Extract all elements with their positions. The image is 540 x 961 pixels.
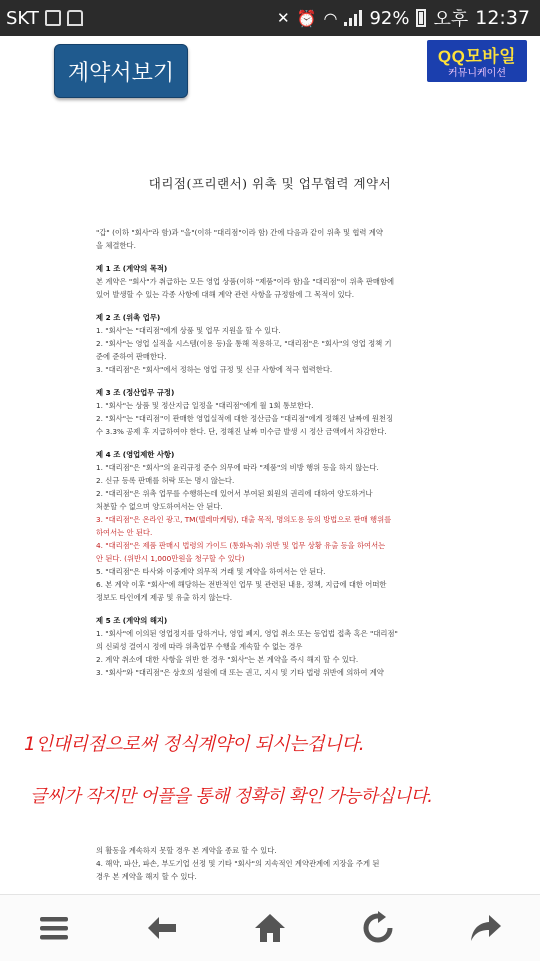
document-line: 1. "회사"는 상품 및 정산지급 일정을 "대리점"에게 월 1회 통보한다.	[96, 401, 314, 410]
document-line: 처분할 수 없으며 양도하여서는 안 된다.	[96, 502, 223, 511]
battery-icon	[416, 9, 426, 27]
wifi-icon: ◠	[323, 8, 338, 28]
view-contract-button[interactable]: 계약서보기	[54, 44, 188, 98]
document-line: 1. "회사"에 이의된 영업정지를 당하거나, 영업 폐지, 영업 취소 또는 등업법 접촉 혹은 "대리점"	[96, 629, 398, 638]
document-line: 4. "대리점"은 제품 판매시 법령의 가이드 (통화녹취) 위반 및 업무 상황 유출 등을 하여서는	[96, 541, 386, 550]
article-heading: 제 2 조 (위촉 업무)	[96, 313, 161, 322]
clock: 12:37	[475, 7, 530, 29]
page-header	[0, 36, 540, 106]
document-line: 3. "대리점"은 온라인 광고, TM(텔레마케팅), 대출 목적, 명의도용 등의 방법으로 판매 행위를	[96, 515, 392, 524]
menu-icon	[37, 911, 71, 945]
article-heading: 제 1 조 (계약의 목적)	[96, 264, 168, 273]
home-icon	[253, 911, 287, 945]
contract-document	[0, 106, 540, 894]
document-line: 6. 본 계약 이후 "회사"에 해당하는 전반적인 업무 및 관련된 내용, 정책, 지급에 대한 어떠한	[96, 580, 387, 589]
document-line: 3. "대리점"은 "회사"에서 정하는 영업 규정 및 신규 사항에 적극 협력한다.	[96, 365, 333, 374]
document-line: 수 3.3% 공제 후 지급하여야 한다. 단, 정해진 날짜 미수금 발생 시 정산 금액에서 차감한다.	[96, 427, 387, 436]
document-line: 하여서는 안 된다.	[96, 528, 153, 537]
alarm-icon: ⏰	[296, 8, 317, 28]
back-arrow-icon	[145, 911, 179, 945]
document-line: 2. 신규 등록 판매를 허락 또는 명시 않는다.	[96, 476, 235, 485]
article-heading: 제 4 조 (영업제한 사항)	[96, 450, 175, 459]
gallery-icon	[45, 10, 61, 26]
document-line: 2. "회사"는 "대리점"이 판매한 영업실적에 대한 정산금을 "대리점"에게 정해진 날짜에 원천징	[96, 414, 393, 423]
brand-logo[interactable]	[427, 40, 527, 82]
article-heading: 제 5 조 (계약의 해지)	[96, 616, 168, 625]
document-body-continued	[96, 844, 452, 883]
status-bar	[0, 0, 540, 36]
document-line: 안 된다. (위반시 1,000만원을 청구할 수 있다)	[96, 554, 245, 563]
forward-share-button[interactable]	[456, 898, 516, 958]
document-line: 2. "회사"는 영업 실적을 시스템(이용 등)을 통해 적용하고, "대리점"은 "회사"의 영업 정책 기	[96, 339, 392, 348]
document-line: 3. "회사"와 "대리점"은 상호의 성원에 대 또는 권고, 지시 및 기타 법령 위반에 의하여 계약	[96, 668, 384, 677]
back-button[interactable]	[132, 898, 192, 958]
share-forward-icon	[469, 911, 503, 945]
refresh-icon	[361, 911, 395, 945]
logo-sub-text: 커뮤니케이션	[448, 68, 506, 79]
signal-icon	[344, 10, 362, 26]
document-line: 2. 계약 취소에 대한 사항을 위반 한 경우 "회사"는 본 계약을 즉시 해지 할 수 있다.	[96, 655, 359, 664]
document-line: 경우 본 계약을 해지 할 수 있다.	[96, 872, 197, 881]
browser-toolbar	[0, 894, 540, 961]
home-button[interactable]	[240, 898, 300, 958]
logo-main-text: QQ모바일	[437, 47, 517, 66]
document-line: 4. 해약, 파산, 파손, 부도기업 선정 및 기타 "회사"의 지속적인 계약관계에 지장을 주게 된	[96, 859, 380, 868]
notice-line-1: 1인대리점으로써 정식계약이 되시는겁니다.	[24, 734, 365, 755]
document-body	[96, 226, 452, 679]
document-line: 본 계약은 "회사"가 취급하는 모든 영업 상품(이하 "제품"이라 함)을 "대리점"이 위촉 판매함에	[96, 277, 395, 286]
document-line: 1. "대리점"은 "회사"의 윤리규정 준수 의무에 따라 "제품"의 비방 행위 등을 하지 않는다.	[96, 463, 379, 472]
notification-icon	[67, 10, 83, 26]
carrier-label: SKT	[6, 7, 39, 29]
ampm-label: 오후	[433, 9, 469, 30]
mute-icon: ✕	[276, 9, 290, 27]
document-line: 을 체결한다.	[96, 241, 136, 250]
document-line: 의 신뢰성 결여시 정에 따라 위촉업무 수행을 계속할 수 없는 경우	[96, 642, 303, 651]
battery-percent: 92%	[369, 7, 410, 29]
document-line: 의 활동을 계속하지 못할 경우 본 계약을 종료 할 수 있다.	[96, 846, 277, 855]
document-line: 1. "회사"는 "대리점"에게 상품 및 업무 지원을 할 수 있다.	[96, 326, 281, 335]
document-line: 정보도 타인에게 제공 및 유출 하지 않는다.	[96, 593, 233, 602]
notice-line-2: 글씨가 작지만 어플을 통해 정확히 확인 가능하십니다.	[30, 786, 433, 807]
document-line: 준에 준하여 판매한다.	[96, 352, 167, 361]
document-line: 있어 발생할 수 있는 각종 사항에 대해 계약 관련 사항을 규정함에 그 목적이 있다.	[96, 290, 355, 299]
document-line: 5. "대리점"은 타사와 이중계약 의무적 거래 및 계약을 하여서는 안 된다.	[96, 567, 326, 576]
menu-button[interactable]	[24, 898, 84, 958]
document-title: 대리점(프리랜서) 위촉 및 업무협력 계약서	[148, 176, 392, 191]
document-line: "갑" (이하 "회사"라 함)과 "을"(이하 "대리점"이라 함) 간에 다음과 같이 위촉 및 협력 계약	[96, 228, 383, 237]
article-heading: 제 3 조 (정산업무 규정)	[96, 388, 175, 397]
document-line: 2. "대리점"은 위촉 업무를 수행하는데 있어서 부여된 회원의 권리에 대하여 양도하거나	[96, 489, 373, 498]
refresh-button[interactable]	[348, 898, 408, 958]
